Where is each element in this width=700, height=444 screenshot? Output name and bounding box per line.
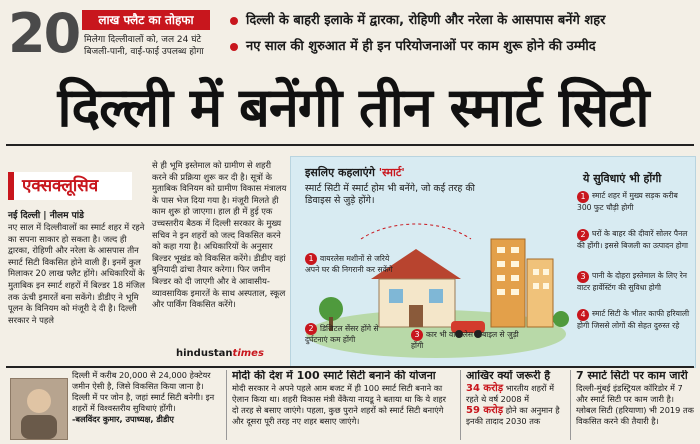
top-bullet-text: नए साल की शुरुआत में ही इन परियोजनाओं पर काम शुरू होने की उम्मीद <box>246 39 596 54</box>
callout-3 <box>411 329 521 350</box>
callout-number: 1 <box>305 253 317 265</box>
why-needed <box>466 370 566 440</box>
callout-text: डिजिटल सेंसर होंगे से दुर्घटनाएं कम होंगी <box>305 324 379 344</box>
divider <box>6 366 694 368</box>
person-icon <box>11 379 67 439</box>
tower-icon <box>491 239 525 327</box>
exclusive-label: एक्सक्लूसिव <box>8 172 132 200</box>
benefit-number: 1 <box>577 191 589 203</box>
headline: दिल्ली में बनेंगी तीन स्मार्ट सिटी <box>57 76 649 139</box>
quote-text: दिल्ली में करीब 20,000 से 24,000 हेक्टेयर जमीन ऐसी है, जिसे विकसित किया जाना है। दिल्ली में पर जोन है, जहां स्मार्ट सिटी बनेगी। इन शहरों में विश्वस्तरीय सुविधाएं होंगी। <box>72 370 215 413</box>
quote-box <box>72 370 220 440</box>
stat-1 <box>466 383 566 405</box>
benefit-text: स्मार्ट सिटी के भीतर काफी हरियाली होगी जिससे लोगों की सेहत दुरुस्त रहे <box>577 309 690 330</box>
brand-logo <box>176 348 264 359</box>
stat-value: 34 करोड़ <box>466 383 504 394</box>
brand-name: hindustan <box>176 348 233 359</box>
benefit-text: घरों के बाहर की दीवारें सोलर पैनल की होंगी। इससे बिजली का उत्पादन होगा <box>577 229 688 250</box>
callout-number: 3 <box>411 329 423 341</box>
article-column-1: नए साल में दिल्लीवालों का स्मार्ट शहर में रहने का सपना साकार हो सकता है। जल्द ही द्वारका, रोहिणी और नरेला के आसपास तीन स्मार्ट सिटी विकसित होने वाली हैं। इनमें कुल मिलाकर 20 लाख फ्लैट होंगे। अधिकारियों के मुताबिक इन स्मार्ट शहरों में बिल्डर 18 मंजिल तक ऊंची इमारतें बना सकेंगे। डीडीए ने भूमि पूलन के विनियम को मंजूरी दे दी है। दिल्ली सरकार ने पहले <box>8 222 145 325</box>
article-column-2: से ही भूमि इस्तेमाल को ग्रामीण से शहरी करने की प्रक्रिया शुरू कर दी है। सूत्रों के मुताबिक विनियम को ग्रामीण विकास मंत्रालय के पास भेज दिया गया है। मंजूरी मिलते ही काम शुरू हो जाएगा। हाल ही में हुई एक उच्चस्तरीय बैठक में दिल्ली सरकार के मुख्य सचिव ने इन शहरों को जल्द विकसित करने को कहा गया है। अधिकारियों के अनुसार बिल्डर भूखंड को विकसित करेंगे। डीडीए वहां बुनियादी ढांचा तैयार करेगा। फिर जमीन बिल्डर को दी जाएगी और वे आवासीय-व्यावसायिक इमारतें के साथ अस्पताल, स्कूल और पार्किंग विकसित करेंगे। <box>152 160 287 310</box>
panel-subtitle: स्मार्ट सिटी में स्मार्ट होम भी बनेंगे, जो कई तरह की डिवाइस से जुड़े होंगे। <box>305 183 475 206</box>
smart-city-graphic <box>290 156 696 368</box>
benefits-title: ये सुविधाएं भी होंगी <box>583 172 662 185</box>
benefit-item <box>577 271 691 292</box>
column-separator <box>570 370 571 440</box>
benefit-item <box>577 309 691 330</box>
benefit-number: 4 <box>577 309 589 321</box>
section-heading: मोदी की देश में 100 स्मार्ट सिटी बनाने की योजना <box>232 370 436 382</box>
callout-1 <box>305 253 397 274</box>
panel-title-text: इसलिए कहलाएंगे <box>305 166 375 179</box>
benefit-item <box>577 229 691 250</box>
section-heading: आखिर क्यों जरूरी है <box>466 370 551 382</box>
benefit-item <box>577 191 691 212</box>
section-text: दिल्ली-मुंबई इंडस्ट्रियल कॉरिडोर में 7 और स्मार्ट सिटी पर काम जारी है। ग्लोबल सिटी (हरियाणा) भी 2019 तक विकसित करने की तैयारी है। <box>576 383 694 426</box>
top-bullet-1 <box>230 10 605 28</box>
callout-number: 2 <box>305 323 317 335</box>
tag-label: लाख फ्लैट का तोहफा <box>82 10 210 30</box>
benefit-text: पानी के दोहरा इस्तेमाल के लिए रेन वाटर हार्वेस्टिंग की सुविधा होगी <box>577 271 688 292</box>
author-photo <box>10 378 68 440</box>
benefit-number: 3 <box>577 271 589 283</box>
benefit-text: स्मार्ट शहर में मुख्य सड़क करीब 300 फुट चौड़ी होगी <box>577 191 678 212</box>
benefit-number: 2 <box>577 229 589 241</box>
section-text: मोदी सरकार ने अपने पहले आम बजट में ही 100 स्मार्ट सिटी बनाने का ऐलान किया था। शहरी विकास मंत्री वेंकैया नायडू ने बताया था कि ये शहर दो तरह से बसाए जाएंगे। पहला, कुछ पुराने शहरों को स्मार्ट सिटी बनाएंगे और दूसरा पूरी तरह नए शहर बसाए जाएंगे। <box>232 383 447 426</box>
stat-value: 59 करोड़ <box>466 405 504 416</box>
top-bullet-text: दिल्ली के बाहरी इलाके में द्वारका, रोहिणी और नरेला के आसपास बनेंगे शहर <box>246 13 606 28</box>
callout-text: वायरलेस मशीनों से जरिये अपने घर की निगरानी कर सकेंगे <box>305 254 393 274</box>
callout-2 <box>305 323 397 344</box>
modi-100-cities <box>232 370 454 440</box>
top-bullet-2 <box>230 36 596 54</box>
quote-author: -बलविंदर कुमार, उपाध्यक्ष, डीडीए <box>72 414 174 424</box>
panel-title-highlight: 'स्मार्ट' <box>378 166 405 179</box>
stat-text: होने का अनुमान है इनकी तादाद 2030 तक <box>466 405 560 426</box>
stat-text: भारतीय शहरों में रहते थे वर्ष 2008 में <box>466 383 554 404</box>
callout-text: कार भी वायरलेस मोबाइल से जुड़ी होंगी <box>411 330 519 350</box>
brand-suffix: times <box>232 348 264 359</box>
stat-2 <box>466 405 566 427</box>
tag-description: मिलेगा दिल्लीवालों को, जल 24 घंटे बिजली-पानी, वाई-फाई उपलब्ध होगा <box>84 35 204 57</box>
column-separator <box>460 370 461 440</box>
divider <box>6 144 694 146</box>
byline: नई दिल्ली | नीलम पांडे <box>8 211 84 221</box>
bullet-dot-icon <box>230 43 238 51</box>
panel-title <box>305 165 405 180</box>
seven-smart-cities <box>576 370 694 440</box>
column-separator <box>226 370 227 440</box>
big-number: 20 <box>8 2 80 65</box>
section-heading: 7 स्मार्ट सिटी पर काम जारी <box>576 370 688 382</box>
bullet-dot-icon <box>230 17 238 25</box>
